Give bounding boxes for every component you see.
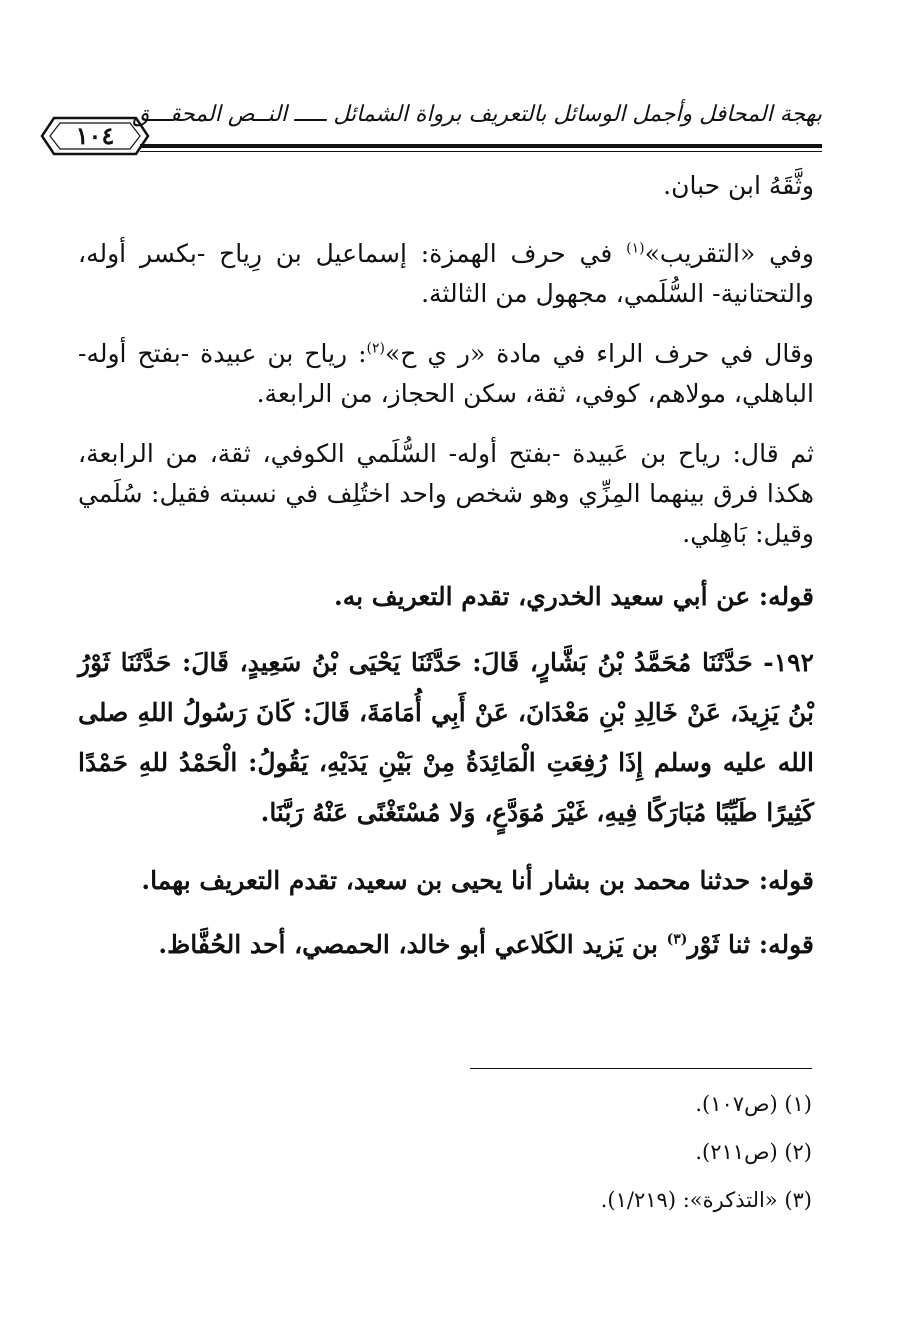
footnote-separator	[470, 1068, 812, 1069]
paragraph-text: : رياح بن عبيدة -بفتح أوله- الباهلي، مولاهم، كوفي، ثقة، سكن الحجاز، من الرابعة.	[78, 339, 814, 408]
paragraph	[78, 166, 814, 206]
commentary-line	[78, 858, 814, 904]
paragraph-text: ثم قال: رياح بن عَبيدة -بفتح أوله- السُّلَمي الكوفي، ثقة، من الرابعة، هكذا فرق بينهما المِزِّي وهو شخص واحد اختُلِف في نسبته فقيل: سُلَمي وقيل: بَاهِلي.	[78, 439, 814, 548]
paragraph-text: وفي «التقريب»	[644, 239, 814, 268]
footnotes	[78, 1080, 812, 1224]
hadith-text	[78, 638, 814, 838]
commentary-text: قوله: ثنا ثَوْر	[687, 930, 814, 959]
footnote: (١) (ص١٠٧).	[695, 1092, 812, 1116]
commentary-line	[78, 922, 814, 968]
footnote-marker[interactable]: (٣)	[666, 931, 688, 948]
paragraph	[78, 334, 814, 414]
footnote: (٢) (ص٢١١).	[695, 1140, 812, 1164]
hadith-body: ١٩٢- حَدَّثَنَا مُحَمَّدُ بْنُ بَشَّارٍ، قَالَ: حَدَّثَنَا يَحْيَى بْنُ سَعِيدٍ، قَالَ: حَدَّثَنَا ثَوْرُ بْنُ يَزِيدَ، عَنْ خَالِدِ بْنِ مَعْدَانَ، عَنْ أَبِي أُمَامَةَ، قَالَ: كَانَ رَسُولُ اللهِ صلى الله عليه وسلم إِذَا رُفِعَتِ الْمَائِدَةُ مِنْ بَيْنِ يَدَيْهِ، يَقُولُ: الْحَمْدُ للهِ حَمْدًا كَثِيرًا طَيِّبًا مُبَارَكًا فِيهِ، غَيْرَ مُوَدَّعٍ، وَلا مُسْتَغْنًى عَنْهُ رَبَّنَا.	[78, 648, 814, 827]
page-number: ١٠٤	[75, 121, 115, 150]
header-rule-thin	[140, 151, 822, 152]
commentary-text: بن يَزيد الكَلاعي أبو خالد، الحمصي، أحد الحُفَّاظ.	[158, 930, 667, 959]
header-rule	[140, 144, 822, 148]
paragraph-text: في حرف الهمزة: إسماعيل بن رِياح -بكسر أوله، والتحتانية- السُّلَمي، مجهول من الثالثة.	[78, 239, 814, 308]
footnote-marker[interactable]: (٢)	[366, 340, 385, 357]
paragraph-text: وثَّقَهُ ابن حبان.	[663, 171, 814, 200]
paragraph	[78, 234, 814, 314]
page-header	[40, 96, 822, 166]
footnote: (٣) «التذكرة»: (١/٢١٩).	[600, 1188, 812, 1212]
paragraph-text: وقال في حرف الراء في مادة «ر ي ح»	[384, 339, 814, 368]
commentary-text: قوله: عن أبي سعيد الخدري، تقدم التعريف به.	[333, 582, 814, 611]
page-number-badge	[40, 114, 150, 158]
footnote-marker[interactable]: (١)	[626, 240, 645, 257]
commentary-text: قوله: حدثنا محمد بن بشار أنا يحيى بن سعيد، تقدم التعريف بهما.	[141, 866, 814, 895]
commentary-line	[78, 574, 814, 620]
running-title: بهجة المحافل وأجمل الوسائل بالتعريف برواة الشمائل ـــــ النــص المحقـــق	[132, 102, 822, 127]
main-text	[78, 166, 814, 986]
paragraph	[78, 434, 814, 554]
